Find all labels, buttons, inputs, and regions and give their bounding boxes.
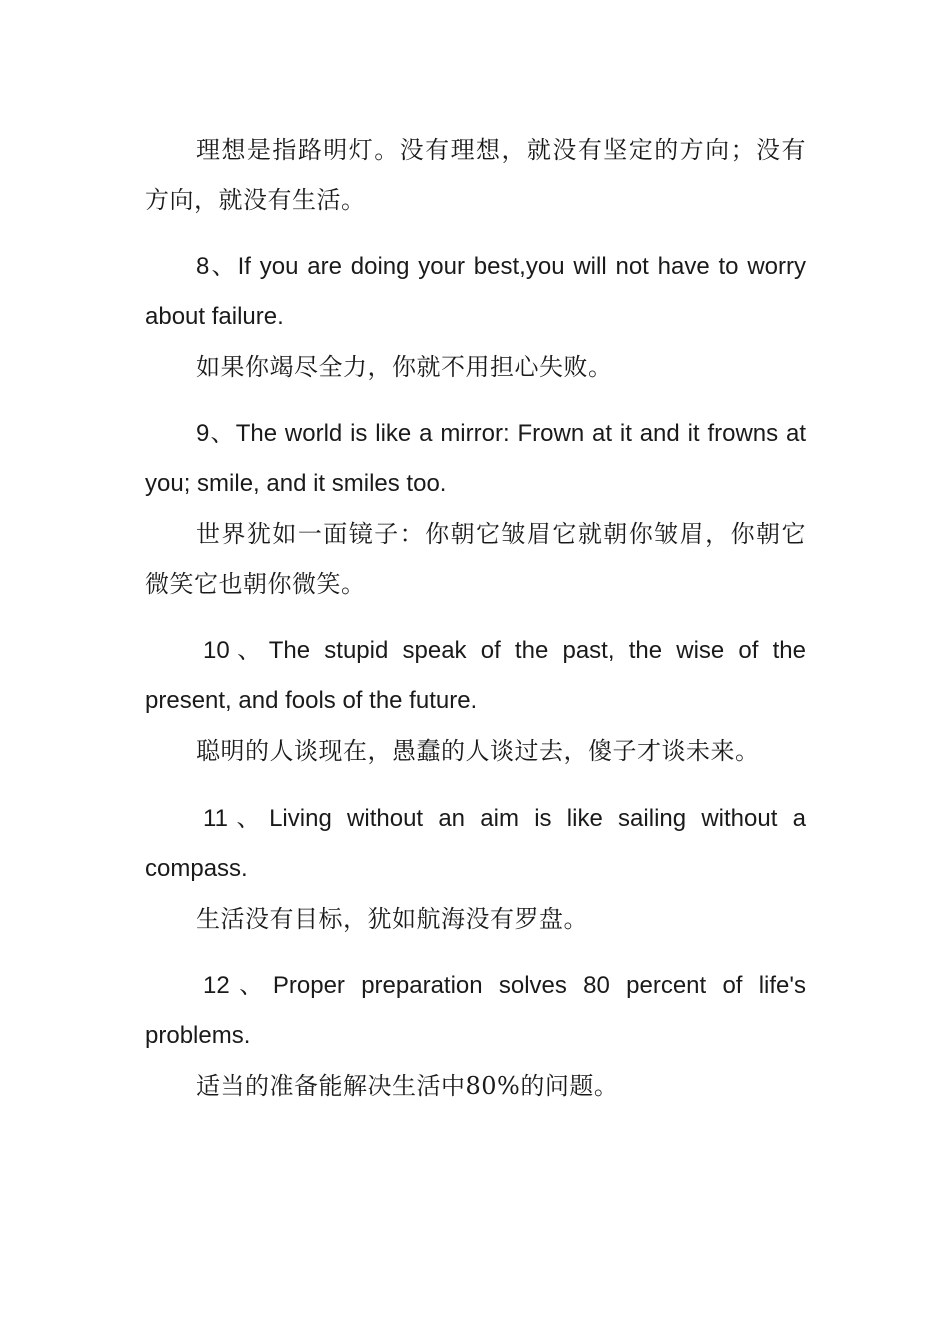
quote-11-en: 11、Living without an aim is like sailing without a compass.: [145, 805, 806, 882]
quote-8-zh: 如果你竭尽全力，你就不用担心失败。: [196, 353, 613, 381]
quote-9-zh: 世界犹如一面镜子：你朝它皱眉它就朝你皱眉，你朝它微笑它也朝你微笑。: [145, 520, 806, 598]
quote-10-zh: 聪明的人谈现在，愚蠢的人谈过去，傻子才谈未来。: [196, 737, 760, 765]
quote-8-en: 8、If you are doing your best,you will not have to worry about failure.: [145, 253, 806, 330]
paragraph-ideal-zh: 理想是指路明灯。没有理想，就没有坚定的方向；没有方向，就没有生活。: [145, 136, 806, 214]
quote-10-en: 10、The stupid speak of the past, the wise of the present, and fools of the future.: [145, 637, 806, 714]
quote-12-en: 12、Proper preparation solves 80 percent of life's problems.: [145, 972, 806, 1049]
quote-11-zh: 生活没有目标，犹如航海没有罗盘。: [196, 905, 588, 933]
quote-9-en: 9、The world is like a mirror: Frown at it and it frowns at you; smile, and it smiles too.: [145, 420, 806, 497]
quote-12-zh: 适当的准备能解决生活中80%的问题。: [196, 1072, 619, 1100]
